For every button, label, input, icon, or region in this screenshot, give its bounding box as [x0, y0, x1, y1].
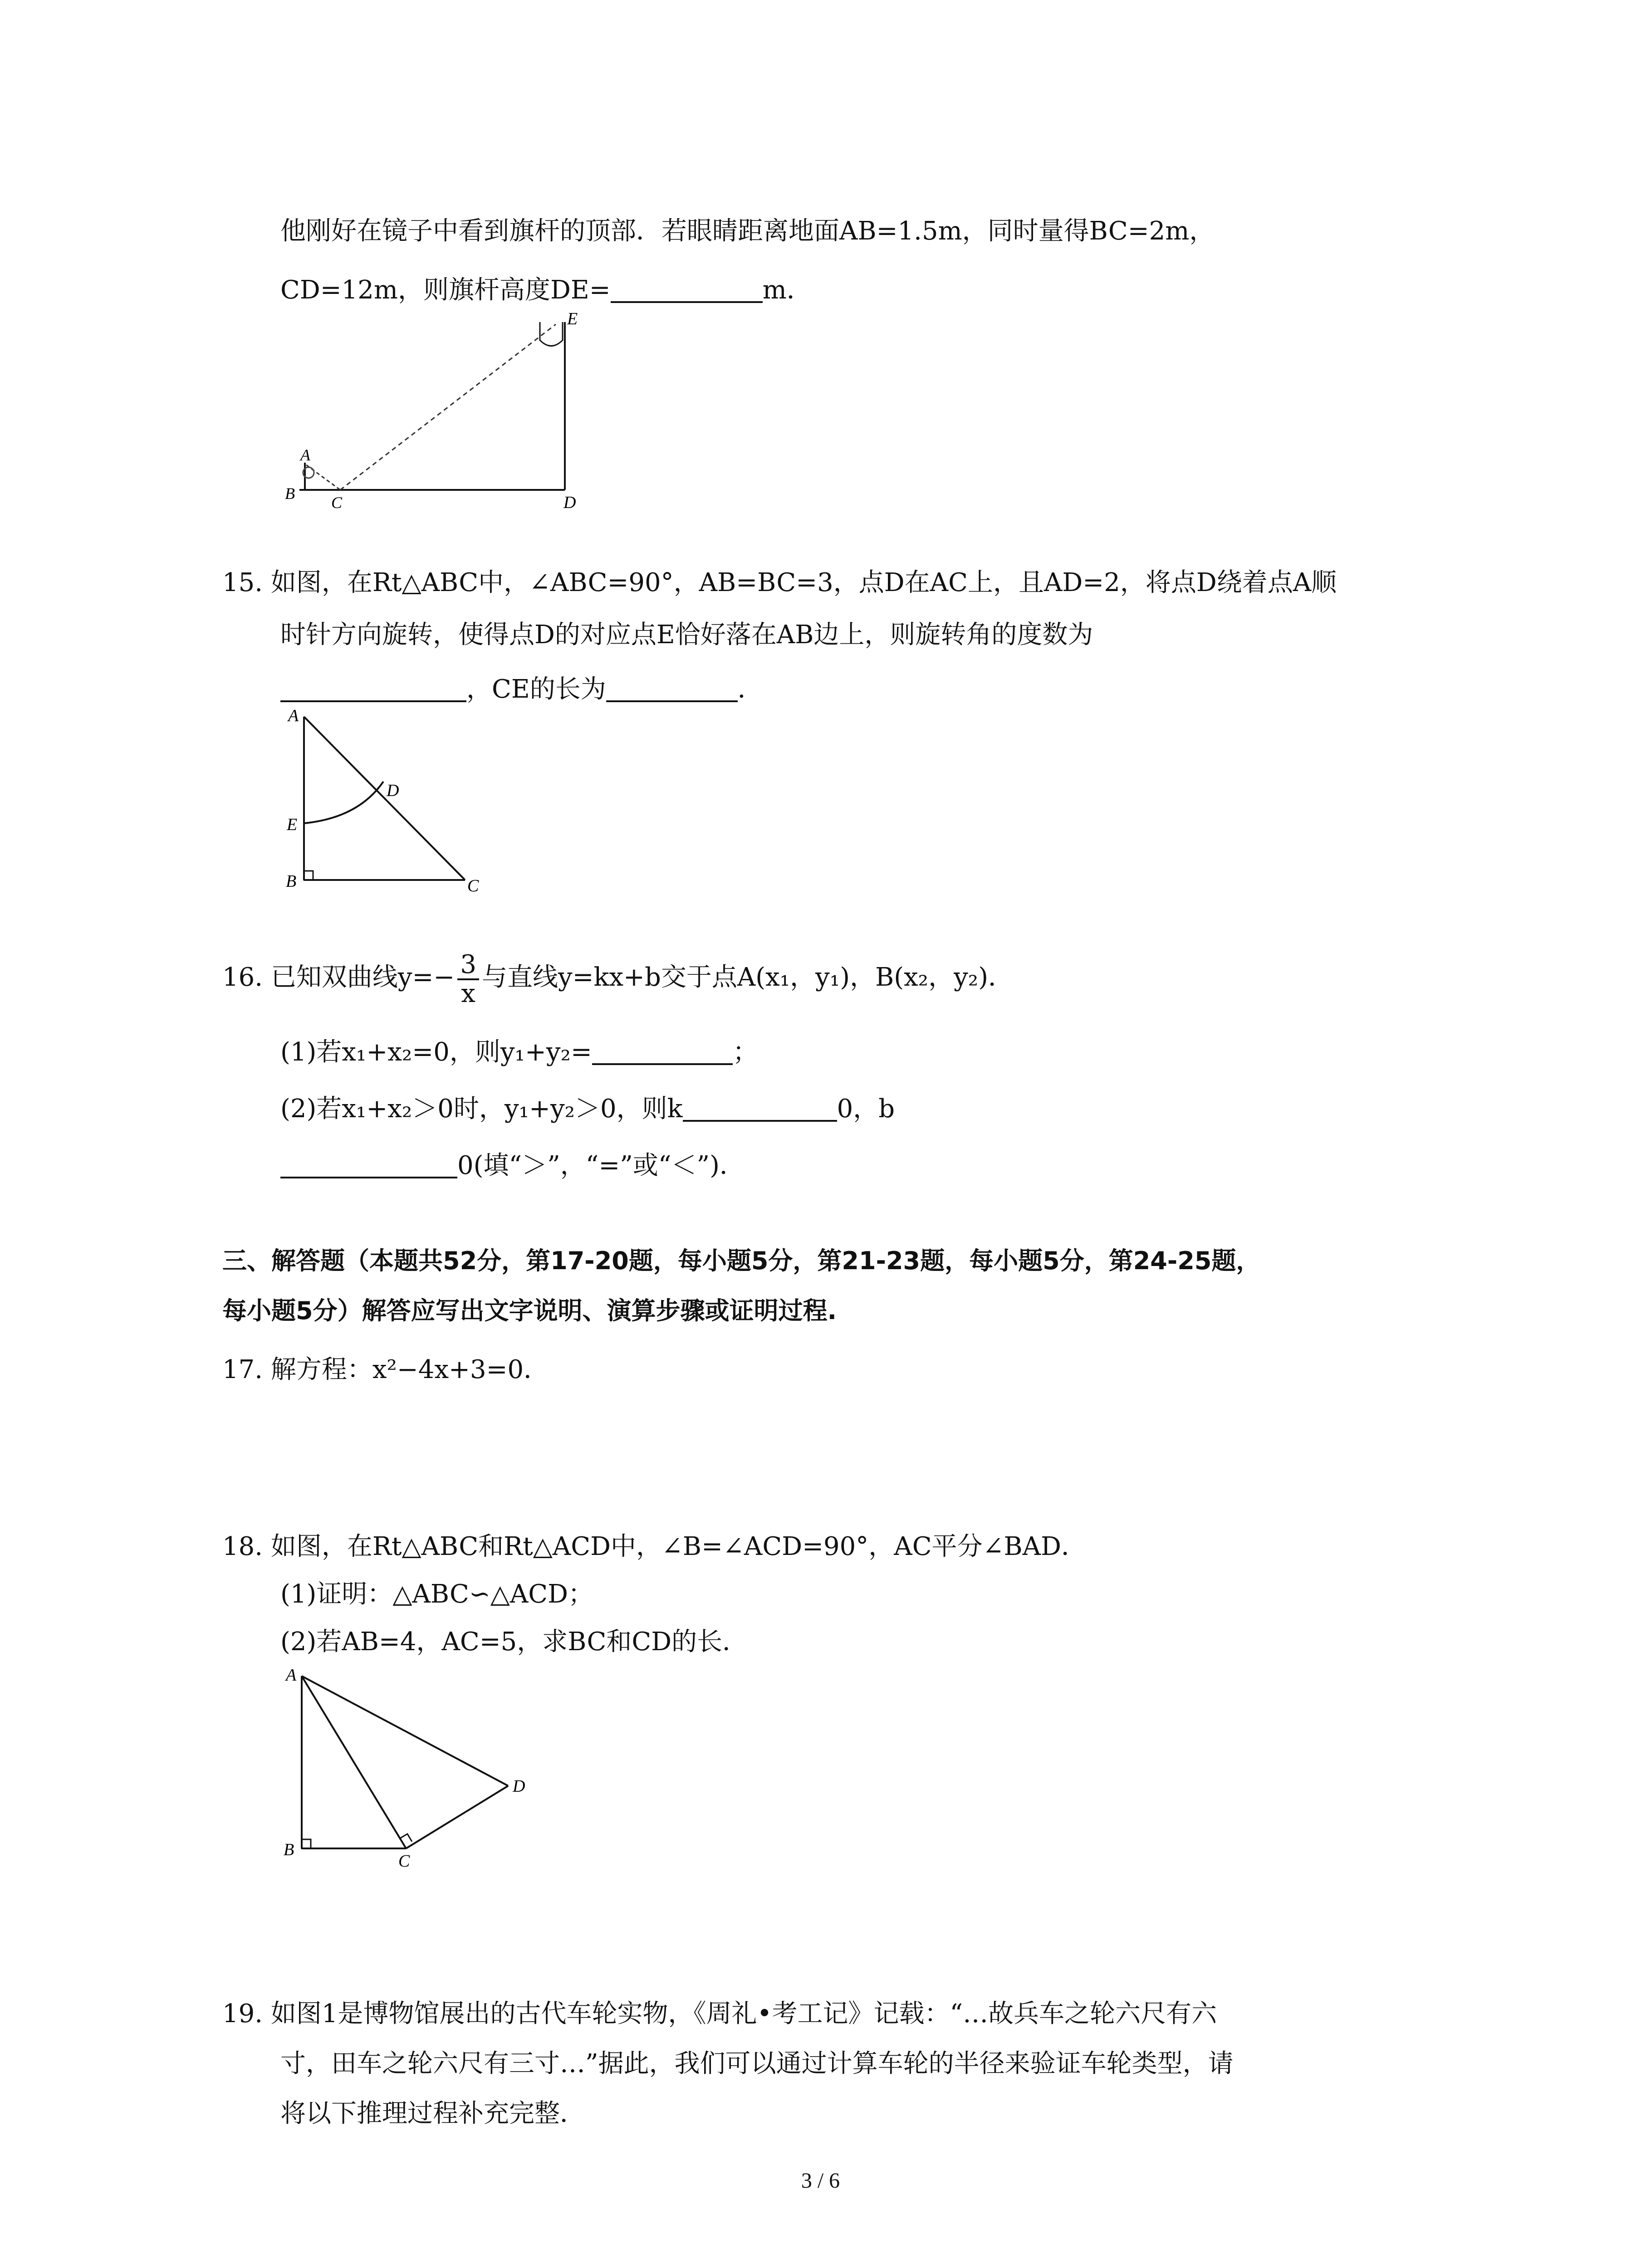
- q18-line3: (2)若AB=4，AC=5，求BC和CD的长．: [280, 1627, 748, 1657]
- q14-label-e: E: [567, 309, 578, 328]
- q16-part2-a: (2)若x₁+x₂＞0时，y₁+y₂＞0，则k: [280, 1094, 683, 1124]
- q18-label-b: B: [284, 1840, 294, 1859]
- q16-intro: [222, 948, 1014, 1007]
- section3-heading-line2: 每小题5分）解答应写出文字说明、演算步骤或证明过程.: [222, 1296, 837, 1325]
- q18-line1: 18. 如图，在Rt△ABC和Rt△ACD中，∠B=∠ACD=90°，AC平分∠BAD．: [222, 1532, 1087, 1561]
- q14-line2-text-b: m．: [762, 275, 812, 305]
- q16-frac-denominator: x: [461, 978, 475, 1008]
- q18-side-ad: [302, 1676, 508, 1786]
- q16-frac-numerator: 3: [457, 951, 479, 980]
- q15-rotation-arc: [304, 782, 383, 823]
- q15-line3-text-a: ，CE的长为: [466, 675, 606, 704]
- q14-line2: [280, 272, 812, 308]
- q14-line2-text-a: CD=12m，则旗杆高度DE=: [280, 275, 611, 305]
- q14-label-c: C: [331, 494, 343, 512]
- q15-triangle-figure: [272, 701, 508, 900]
- q16-part2: [280, 1091, 895, 1127]
- q19-line2: 寸，田车之轮六尺有三寸…”据此，我们可以通过计算车轮的半径来验证车轮类型，请: [280, 2049, 1234, 2078]
- section3-heading-line1: 三、解答题（本题共52分，第17-20题，每小题5分，第21-23题，每小题5分，第24-25题，: [222, 1246, 1261, 1275]
- q15-ce-blank[interactable]: [606, 673, 738, 702]
- q16-part2-c: 0(填“＞”，“=”或“＜”)．: [457, 1151, 745, 1180]
- q14-answer-blank[interactable]: [611, 274, 763, 303]
- q15-label-c: C: [467, 876, 479, 895]
- q15-label-a: A: [288, 706, 299, 725]
- q16-b-blank[interactable]: [280, 1149, 457, 1178]
- q15-line1: 15. 如图，在Rt△ABC中，∠ABC=90°，AB=BC=3，点D在AC上，且AD=2，将点D绕着点A顺: [222, 568, 1337, 597]
- q16-intro-b: 与直线y=kx+b交于点A(x₁，y₁)，B(x₂，y₂)．: [481, 963, 1014, 992]
- page-number: 3 / 6: [801, 2169, 840, 2193]
- sight-line: [340, 324, 556, 490]
- q14-flagpole-figure: [272, 308, 599, 517]
- q18-label-c: C: [398, 1852, 410, 1871]
- q19-line1: 19. 如图1是博物馆展出的古代车轮实物，《周礼•考工记》记载：“…故兵车之轮六尺有六: [222, 1999, 1217, 2028]
- q18-quadrilateral-figure: [272, 1662, 554, 1876]
- q14-label-a: A: [300, 446, 310, 464]
- q18-label-a: A: [286, 1666, 297, 1685]
- q16-part1-b: ；: [732, 1037, 758, 1067]
- q18-line2: (1)证明：△ABC∽△ACD；: [280, 1579, 594, 1609]
- q16-part2-b: 0，b: [837, 1094, 895, 1124]
- q16-part2-cont: [280, 1148, 745, 1184]
- q14-label-d: D: [563, 493, 576, 512]
- q15-side-ac: [304, 717, 465, 880]
- q15-label-b: B: [286, 872, 297, 891]
- q19-line3: 将以下推理过程补充完整．: [280, 2099, 585, 2128]
- q15-line3-text-b: ．: [737, 675, 763, 704]
- q16-k-blank[interactable]: [683, 1093, 837, 1122]
- q15-angle-blank[interactable]: [280, 673, 466, 702]
- q17-text: 17. 解方程：x²−4x+3=0．: [222, 1355, 549, 1384]
- q16-part1-blank[interactable]: [592, 1036, 733, 1065]
- q16-part1: [280, 1034, 758, 1070]
- q14-line1: 他刚好在镜子中看到旗杆的顶部．若眼睛距离地面AB=1.5m，同时量得BC=2m，: [280, 216, 1215, 246]
- q14-label-b: B: [285, 484, 295, 503]
- q15-line2: 时针方向旋转，使得点D的对应点E恰好落在AB边上，则旋转角的度数为: [280, 620, 1093, 650]
- q18-side-ac: [302, 1676, 406, 1848]
- q15-label-e: E: [287, 815, 298, 834]
- q18-label-d: D: [513, 1777, 525, 1796]
- q16-part1-a: (1)若x₁+x₂=0，则y₁+y₂=: [280, 1037, 592, 1067]
- q15-label-d: D: [387, 781, 399, 800]
- q15-right-angle-mark: [304, 871, 313, 880]
- q18-side-cd: [406, 1786, 508, 1848]
- q16-intro-a: 16. 已知双曲线y=−: [222, 963, 455, 992]
- q18-right-angle-b: [302, 1839, 311, 1848]
- q16-fraction: [457, 951, 479, 1007]
